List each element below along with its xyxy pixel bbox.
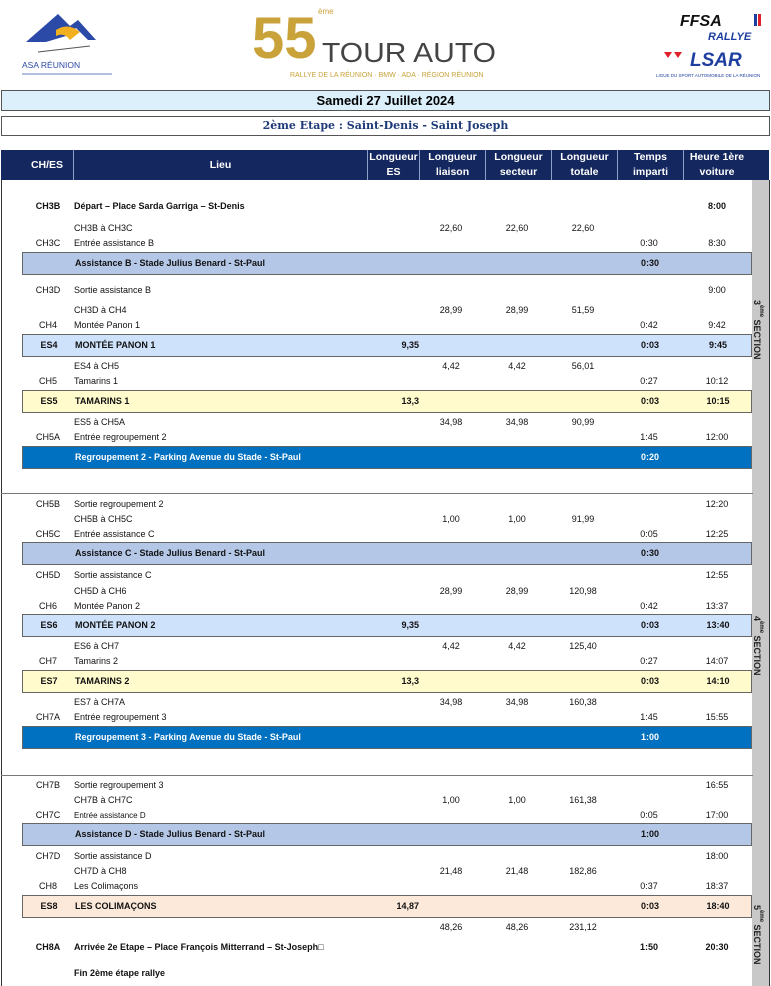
cell-li: 21,48 [439, 866, 463, 876]
cell-li: 48,26 [439, 922, 463, 932]
cell-lieu: CH3D à CH4 [74, 305, 127, 315]
cell-lieu: TAMARINS 1 [75, 396, 130, 406]
cell-tp: 0:42 [640, 601, 658, 611]
cell-lieu: Entrée assistance B [74, 238, 155, 248]
cell-se: 4,42 [508, 361, 526, 371]
cell-lieu: Sortie regroupement 3 [74, 780, 164, 790]
cell-li: 28,99 [439, 305, 463, 315]
section-divider [1, 493, 753, 494]
cell-es: 14,87 [396, 901, 419, 911]
cell-li: 22,60 [439, 223, 463, 233]
ffsa-lsar-logos [650, 10, 765, 80]
cell-code: CH5 [38, 376, 57, 386]
cell-lieu: Entrée regroupement 3 [74, 712, 167, 722]
cell-lieu: Sortie regroupement 2 [74, 499, 164, 509]
cell-li: 34,98 [439, 697, 463, 707]
cell-lieu: Entrée assistance D [74, 811, 146, 820]
cell-to: 160,38 [569, 697, 597, 707]
cell-lieu: CH7B à CH7C [74, 795, 133, 805]
cell-lieu: ES4 à CH5 [74, 361, 120, 371]
table-row [22, 512, 752, 527]
cell-to: 125,40 [569, 641, 597, 651]
table-row [22, 415, 752, 430]
cell-li: 1,00 [442, 514, 460, 524]
cell-es: 9,35 [401, 620, 419, 630]
cell-tp: 0:27 [640, 656, 658, 666]
table-row [22, 864, 752, 879]
cell-lieu: Sortie assistance D [74, 851, 152, 861]
table-row [22, 710, 752, 725]
section-num: 3 [752, 300, 762, 306]
cell-lieu: MONTÉE PANON 2 [75, 620, 156, 630]
cell-code: CH8A [35, 942, 61, 952]
cell-tp: 0:05 [640, 810, 658, 820]
table-row [22, 283, 752, 298]
header-heure-premiere-voiture: Heure 1ère voiture [683, 150, 750, 180]
logo-number: 55 [252, 6, 317, 71]
assist-band-row [22, 252, 752, 275]
header-temps-imparti: Temps imparti [617, 150, 683, 180]
table-row [22, 966, 752, 981]
cell-to: 22,60 [571, 223, 595, 233]
cell-li: 1,00 [442, 795, 460, 805]
lsar-text: LSAR [690, 50, 742, 71]
header-ch-es: CH/ES [30, 158, 64, 171]
cell-hr: 9:42 [708, 320, 726, 330]
cell-lieu: CH7D à CH8 [74, 866, 127, 876]
cell-se: 34,98 [505, 417, 529, 427]
cell-lieu: Regroupement 3 - Parking Avenue du Stade - St-Paul [75, 732, 301, 742]
cell-to: 161,38 [569, 795, 597, 805]
table-row [22, 236, 752, 251]
cell-li: 4,42 [442, 641, 460, 651]
cell-hr: 18:37 [705, 881, 729, 891]
cell-lieu: Assistance D - Stade Julius Benard - St-Paul [75, 829, 266, 839]
cell-lieu: Montée Panon 2 [74, 601, 141, 611]
cell-code: CH5D [35, 570, 61, 580]
cell-hr: 10:12 [705, 376, 729, 386]
section-label-5 [752, 895, 769, 975]
header-longueur-es: Longueur ES [367, 150, 419, 180]
cell-se: 34,98 [505, 697, 529, 707]
cell-se: 48,26 [505, 922, 529, 932]
table-row [22, 303, 752, 318]
cell-code: CH5A [35, 432, 60, 442]
table-row [22, 599, 752, 614]
cell-tp: 0:20 [640, 452, 659, 462]
cell-lieu: ES7 à CH7A [74, 697, 126, 707]
cell-lieu: Assistance B - Stade Julius Benard - St-Paul [75, 258, 266, 268]
cell-lieu: CH5D à CH6 [74, 586, 127, 596]
logo-number-sup: ème [318, 7, 334, 16]
logo-subtitle: RALLYE DE LA RÉUNION · BMW · ADA · RÉGION RÉUNION [290, 72, 484, 79]
cell-se: 1,00 [508, 514, 526, 524]
cell-lieu: Sortie assistance B [74, 285, 152, 295]
cell-hr: 20:30 [705, 942, 729, 952]
cell-lieu: Entrée assistance C [74, 529, 155, 539]
cell-to: 120,98 [569, 586, 597, 596]
tam-band-row [22, 670, 752, 693]
cell-lieu: LES COLIMAÇONS [75, 901, 157, 911]
table-row [22, 318, 752, 333]
logo-title: TOUR AUTO [322, 37, 496, 68]
cell-lieu: MONTÉE PANON 1 [75, 340, 156, 350]
section-num: 4 [752, 616, 762, 622]
cell-tp: 0:30 [640, 548, 659, 558]
table-row [22, 808, 752, 823]
cell-es: 13,3 [401, 676, 419, 686]
cell-to: 231,12 [569, 922, 597, 932]
cell-lieu: Assistance C - Stade Julius Benard - St-Paul [75, 548, 266, 558]
cell-hr: 13:37 [705, 601, 729, 611]
table-header [1, 150, 769, 180]
asa-logo-text: ASA RÉUNION [22, 60, 81, 70]
cell-code: ES7 [40, 676, 58, 686]
cell-lieu: Les Colimaçons [74, 881, 139, 891]
cell-lieu: Tamarins 1 [74, 376, 119, 386]
ffsa-text: FFSA [680, 13, 722, 30]
cell-to: 51,59 [571, 305, 595, 315]
cell-code: CH7D [35, 851, 61, 861]
cell-hr: 8:30 [708, 238, 726, 248]
cell-code: CH4 [38, 320, 57, 330]
section-text: SECTION [752, 924, 762, 965]
cell-code: CH3D [35, 285, 61, 295]
header-longueur-secteur: Longueur secteur [485, 150, 551, 180]
cell-tp: 0:03 [640, 901, 659, 911]
header-longueur-liaison: Longueur liaison [419, 150, 485, 180]
assist-band-row [22, 542, 752, 565]
table-row [22, 221, 752, 236]
frame-left [1, 180, 2, 986]
cell-tp: 0:37 [640, 881, 658, 891]
cell-hr: 14:07 [705, 656, 729, 666]
section-sup: ème [758, 910, 764, 923]
etape-title: 2ème Etape : Saint-Denis - Saint Joseph [1, 116, 770, 136]
cell-tp: 0:03 [640, 340, 659, 350]
frame-right [769, 180, 770, 986]
regroup-band-row [22, 446, 752, 469]
cell-tp: 0:03 [640, 620, 659, 630]
cell-hr: 8:00 [707, 201, 726, 211]
cell-lieu: Tamarins 2 [74, 656, 119, 666]
cell-se: 22,60 [505, 223, 529, 233]
cell-lieu: Arrivée 2e Etape – Place François Mitterrand – St-Joseph□ [74, 942, 324, 952]
cell-lieu: ES6 à CH7 [74, 641, 120, 651]
assist-band-row [22, 823, 752, 846]
cell-tp: 1:45 [640, 712, 658, 722]
cell-lieu: TAMARINS 2 [75, 676, 130, 686]
cell-es: 9,35 [401, 340, 419, 350]
cell-to: 90,99 [571, 417, 595, 427]
cell-tp: 0:30 [640, 258, 659, 268]
table-row [22, 359, 752, 374]
cell-code: CH5B [35, 499, 60, 509]
table-row [22, 920, 752, 935]
cell-tp: 0:03 [640, 396, 659, 406]
table-row [22, 430, 752, 445]
cell-se: 4,42 [508, 641, 526, 651]
cell-code: CH6 [38, 601, 57, 611]
table-row [22, 695, 752, 710]
cell-hr: 12:20 [705, 499, 729, 509]
es-band-row [22, 334, 752, 357]
cell-code: CH7B [35, 780, 60, 790]
cell-code: CH7A [35, 712, 60, 722]
cell-lieu: ES5 à CH5A [74, 417, 126, 427]
cell-code: ES6 [40, 620, 58, 630]
cell-tp: 1:00 [640, 829, 659, 839]
ffsa-sub-text: RALLYE [708, 31, 752, 43]
cell-hr: 12:55 [705, 570, 729, 580]
section-sup: ème [758, 621, 764, 634]
section-sup: ème [758, 305, 764, 318]
section-divider [1, 775, 753, 776]
cell-se: 1,00 [508, 795, 526, 805]
table-row [22, 199, 752, 214]
table-row [22, 374, 752, 389]
cell-se: 21,48 [505, 866, 529, 876]
cell-lieu: Entrée regroupement 2 [74, 432, 167, 442]
cell-hr: 18:40 [706, 901, 730, 911]
table-row [22, 527, 752, 542]
header-longueur-totale: Longueur totale [551, 150, 617, 180]
cell-lieu: Montée Panon 1 [74, 320, 141, 330]
cell-hr: 17:00 [705, 810, 729, 820]
cell-code: CH3B [35, 201, 61, 211]
tam-band-row [22, 390, 752, 413]
cell-tp: 1:45 [640, 432, 658, 442]
cell-to: 91,99 [571, 514, 595, 524]
table-row [22, 568, 752, 583]
table-row [22, 793, 752, 808]
cell-tp: 0:05 [640, 529, 658, 539]
cell-li: 34,98 [439, 417, 463, 427]
table-row [22, 940, 752, 955]
table-row [22, 584, 752, 599]
cell-hr: 16:55 [705, 780, 729, 790]
cell-code: CH7 [38, 656, 57, 666]
header-lieu: Lieu [73, 150, 367, 180]
table-row [22, 849, 752, 864]
cell-se: 28,99 [505, 305, 529, 315]
cell-tp: 0:27 [640, 376, 658, 386]
cell-code: ES5 [40, 396, 58, 406]
tour-auto-logo [250, 2, 500, 80]
cell-tp: 0:30 [640, 238, 658, 248]
cell-hr: 14:10 [706, 676, 730, 686]
section-text: SECTION [752, 635, 762, 676]
cell-se: 28,99 [505, 586, 529, 596]
cell-hr: 9:45 [708, 340, 727, 350]
cell-code: ES4 [40, 340, 58, 350]
table-row [22, 639, 752, 654]
lsar-sub-text: LIGUE DU SPORT AUTOMOBILE DE LA RÉUNION [656, 73, 761, 78]
cell-hr: 18:00 [705, 851, 729, 861]
cell-code: ES8 [40, 901, 58, 911]
section-label-3 [752, 290, 769, 370]
es-band-row [22, 614, 752, 637]
regroup-band-row [22, 726, 752, 749]
cell-hr: 13:40 [706, 620, 730, 630]
cell-code: CH3C [35, 238, 61, 248]
section-num: 5 [752, 905, 762, 911]
section-label-4 [752, 606, 769, 686]
date-bar: Samedi 27 Juillet 2024 [1, 90, 770, 111]
cell-hr: 12:00 [705, 432, 729, 442]
table-row [22, 778, 752, 793]
cell-to: 182,86 [569, 866, 597, 876]
cell-tp: 1:50 [639, 942, 658, 952]
cell-lieu: CH5B à CH5C [74, 514, 133, 524]
cell-lieu: Regroupement 2 - Parking Avenue du Stade - St-Paul [75, 452, 301, 462]
cell-lieu: Départ – Place Sarda Garriga – St-Denis [74, 201, 245, 211]
cell-tp: 0:03 [640, 676, 659, 686]
table-row [22, 879, 752, 894]
cell-lieu: Fin 2ème étape rallye [74, 968, 166, 978]
table-row [22, 654, 752, 669]
cell-hr: 15:55 [705, 712, 729, 722]
cell-li: 28,99 [439, 586, 463, 596]
cell-code: CH7C [35, 810, 61, 820]
peach-band-row [22, 895, 752, 918]
cell-code: CH8 [38, 881, 57, 891]
section-text: SECTION [752, 319, 762, 360]
cell-es: 13,3 [401, 396, 419, 406]
cell-tp: 1:00 [640, 732, 659, 742]
cell-tp: 0:42 [640, 320, 658, 330]
cell-hr: 12:25 [705, 529, 729, 539]
cell-hr: 10:15 [706, 396, 730, 406]
cell-hr: 9:00 [708, 285, 726, 295]
cell-lieu: Sortie assistance C [74, 570, 152, 580]
asa-reunion-logo [18, 12, 118, 76]
cell-lieu: CH3B à CH3C [74, 223, 133, 233]
cell-code: CH5C [35, 529, 61, 539]
table-row [22, 497, 752, 512]
cell-li: 4,42 [442, 361, 460, 371]
cell-to: 56,01 [571, 361, 595, 371]
